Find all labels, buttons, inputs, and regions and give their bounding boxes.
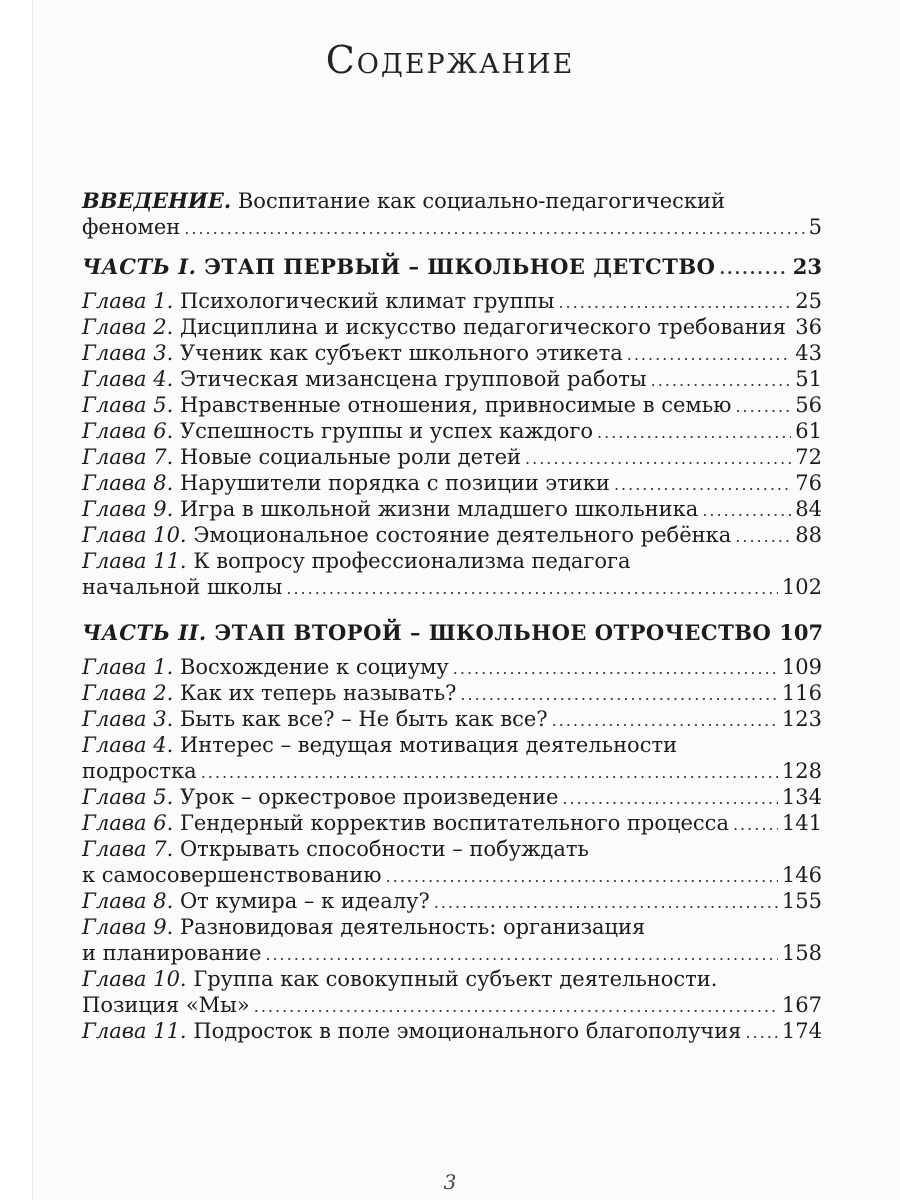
chapter-row (82, 522, 822, 548)
chapter-label: Глава 10. (82, 523, 187, 547)
leader-dots (562, 786, 777, 812)
chapter-label: Глава 4. (82, 367, 174, 391)
chapter-label: Глава 8. (82, 889, 174, 913)
chapter-row (82, 784, 822, 810)
chapter-title: Урок – оркестровое произведение (179, 785, 559, 809)
chapter-page: 51 (795, 367, 822, 391)
part-1-page: 23 (792, 254, 822, 279)
chapter-first-line (82, 836, 822, 862)
toc-chapter-entry (82, 288, 822, 314)
chapter-label: Глава 5. (82, 393, 174, 417)
chapter-row (82, 418, 822, 444)
chapter-text (82, 522, 731, 548)
leader-dots (735, 394, 791, 420)
chapter-row (82, 314, 822, 340)
chapter-title: Игра в школьной жизни младшего школьника (179, 497, 699, 521)
chapter-title: От кумира – к идеалу? (179, 889, 430, 913)
toc-chapter-entry (82, 496, 822, 522)
chapter-first-line (82, 732, 822, 758)
toc-chapter-entry (82, 522, 822, 548)
toc-chapter-entry (82, 914, 822, 966)
chapter-text (82, 288, 554, 314)
leader-dots (460, 682, 778, 708)
chapter-title-continued: подростка (82, 759, 197, 783)
chapter-title: Психологический климат группы (179, 289, 555, 313)
chapter-text (82, 496, 698, 522)
toc-chapter-entry (82, 548, 822, 600)
intro-title-line1: Воспитание как социально-педагогический (237, 189, 726, 213)
chapter-row (82, 706, 822, 732)
chapter-title: Ученик как субъект школьного этикета (179, 341, 623, 365)
part-2-label: ЧАСТЬ II. (82, 620, 207, 645)
toc-chapter-entry (82, 444, 822, 470)
leader-dots (651, 368, 792, 394)
chapter-label: Глава 7. (82, 837, 174, 861)
chapter-row (82, 340, 822, 366)
chapter-row (82, 680, 822, 706)
leader-dots (702, 498, 791, 524)
leader-dots (597, 420, 791, 446)
chapter-page: 146 (781, 863, 822, 887)
leader-dots (790, 316, 791, 342)
part-1-title: ЭТАП ПЕРВЫЙ – ШКОЛЬНОЕ ДЕТСТВО (204, 254, 716, 279)
chapter-row (82, 392, 822, 418)
toc-chapter-entry (82, 836, 822, 888)
leader-dots (627, 342, 792, 368)
chapter-row (82, 654, 822, 680)
chapter-text (82, 444, 521, 470)
chapter-text (82, 392, 731, 418)
table-of-contents (82, 188, 822, 1044)
chapter-label: Глава 10. (82, 967, 187, 991)
chapter-label: Глава 2. (82, 681, 174, 705)
toc-chapter-entry (82, 810, 822, 836)
toc-chapter-entry (82, 706, 822, 732)
chapter-text (82, 784, 558, 810)
chapter-first-line (82, 966, 822, 992)
chapter-page: 174 (781, 1019, 822, 1043)
leader-dots (525, 446, 791, 472)
chapter-page: 72 (795, 445, 822, 469)
page-title: Содержание (325, 38, 575, 82)
chapter-label: Глава 2. (82, 315, 174, 339)
leader-dots (201, 760, 778, 786)
chapter-label: Глава 9. (82, 915, 174, 939)
chapter-title: Гендерный корректив воспитательного процесса (179, 811, 729, 835)
chapter-text (82, 366, 647, 392)
chapter-label: Глава 9. (82, 497, 174, 521)
chapter-label: Глава 4. (82, 733, 174, 757)
chapter-text (82, 340, 623, 366)
chapter-title-continued: начальной школы (82, 575, 283, 599)
toc-chapter-entry (82, 1018, 822, 1044)
chapter-title: Эмоциональное состояние деятельного ребёнка (193, 523, 732, 547)
toc-chapter-entry (82, 966, 822, 1018)
chapter-title: Быть как все? – Не быть как все? (179, 707, 548, 731)
chapter-page: 167 (781, 993, 822, 1017)
chapter-title: Подросток в поле эмоционального благополучия (193, 1019, 742, 1043)
intro-page: 5 (808, 215, 822, 239)
chapter-title: Этическая мизансцена групповой работы (179, 367, 647, 391)
chapter-label: Глава 3. (82, 707, 174, 731)
chapter-title: Нарушители порядка с позиции этики (179, 471, 610, 495)
chapter-first-line (82, 548, 822, 574)
chapter-text (82, 680, 456, 706)
chapter-row (82, 470, 822, 496)
chapter-row (82, 574, 822, 600)
chapter-label: Глава 11. (82, 1019, 187, 1043)
chapter-title-continued: и планирование (82, 941, 262, 965)
toc-chapter-entry (82, 418, 822, 444)
chapter-row (82, 1018, 822, 1044)
chapter-page: 123 (781, 707, 822, 731)
chapter-label: Глава 8. (82, 471, 174, 495)
chapter-label: Глава 11. (82, 549, 187, 573)
chapter-row (82, 444, 822, 470)
leader-dots (286, 576, 778, 602)
chapter-title: Группа как совокупный субъект деятельности. (193, 967, 718, 991)
toc-chapter-entry (82, 392, 822, 418)
toc-part-1 (82, 254, 822, 280)
leader-dots (558, 290, 791, 316)
chapter-page: 128 (781, 759, 822, 783)
chapter-page: 116 (781, 681, 822, 705)
chapter-row (82, 940, 822, 966)
leader-dots (735, 524, 791, 550)
toc-part-2 (82, 620, 822, 646)
part-2-chapter-list (82, 654, 822, 1044)
chapter-page: 134 (781, 785, 822, 809)
leader-dots (386, 864, 778, 890)
chapter-page: 61 (795, 419, 822, 443)
chapter-page: 141 (781, 811, 822, 835)
chapter-label: Глава 6. (82, 811, 174, 835)
leader-dots (265, 942, 778, 968)
chapter-title: Открывать способности – побуждать (179, 837, 589, 861)
chapter-row (82, 862, 822, 888)
chapter-page: 102 (781, 575, 822, 599)
chapter-row (82, 758, 822, 784)
part-2-title: ЭТАП ВТОРОЙ – ШКОЛЬНОЕ ОТРОЧЕСТВО (214, 620, 772, 645)
chapter-page: 84 (795, 497, 822, 521)
chapter-title: Успешность группы и успех каждого (179, 419, 594, 443)
chapter-page: 36 (795, 315, 822, 339)
toc-chapter-entry (82, 366, 822, 392)
leader-dots (614, 472, 791, 498)
leader-dots (453, 656, 778, 682)
chapter-text (82, 1018, 741, 1044)
chapter-row (82, 496, 822, 522)
chapter-title: Интерес – ведущая мотивация деятельности (179, 733, 678, 757)
toc-chapter-entry (82, 888, 822, 914)
toc-chapter-entry (82, 732, 822, 784)
chapter-label: Глава 3. (82, 341, 174, 365)
toc-chapter-entry (82, 680, 822, 706)
chapter-page: 155 (781, 889, 822, 913)
chapter-label: Глава 7. (82, 445, 174, 469)
part-1-chapter-list (82, 288, 822, 600)
chapter-text (82, 888, 430, 914)
leader-dots (745, 1020, 777, 1046)
chapter-text (82, 418, 593, 444)
chapter-label: Глава 5. (82, 785, 174, 809)
chapter-title: К вопросу профессионализма педагога (193, 549, 631, 573)
leader-dots (733, 812, 778, 838)
chapter-row (82, 888, 822, 914)
chapter-page: 76 (795, 471, 822, 495)
chapter-label: Глава 1. (82, 289, 174, 313)
leader-dots (552, 708, 778, 734)
chapter-row (82, 288, 822, 314)
chapter-title-continued: Позиция «Мы» (82, 993, 250, 1017)
leader-dots (184, 216, 804, 242)
chapter-row (82, 992, 822, 1018)
chapter-label: Глава 6. (82, 419, 174, 443)
leader-dots (254, 994, 778, 1020)
chapter-page: 43 (795, 341, 822, 365)
leader-dots (434, 890, 778, 916)
chapter-title: Восхождение к социуму (179, 655, 449, 679)
chapter-text (82, 470, 610, 496)
chapter-title: Нравственные отношения, привносимые в семью (179, 393, 732, 417)
part-1-label: ЧАСТЬ I. (82, 254, 197, 279)
chapter-page: 56 (795, 393, 822, 417)
toc-chapter-entry (82, 470, 822, 496)
chapter-page: 88 (795, 523, 822, 547)
chapter-row (82, 810, 822, 836)
chapter-title-continued: к самосовершенствованию (82, 863, 382, 887)
toc-chapter-entry (82, 784, 822, 810)
leader-dots (719, 256, 788, 282)
chapter-page: 158 (781, 941, 822, 965)
chapter-title: Дисциплина и искусство педагогического требования (179, 315, 787, 339)
toc-chapter-entry (82, 654, 822, 680)
chapter-text (82, 314, 786, 340)
chapter-text (82, 654, 449, 680)
intro-label: ВВЕДЕНИЕ. (82, 188, 232, 213)
chapter-title: Разновидовая деятельность: организация (179, 915, 646, 939)
chapter-text (82, 706, 548, 732)
chapter-title: Новые социальные роли детей (179, 445, 522, 469)
toc-chapter-entry (82, 314, 822, 340)
toc-intro (82, 188, 822, 240)
part-2-page: 107 (779, 620, 824, 645)
chapter-page: 25 (795, 289, 822, 313)
chapter-text (82, 810, 729, 836)
chapter-row (82, 366, 822, 392)
chapter-label: Глава 1. (82, 655, 174, 679)
page-number-footer: 3 (443, 1170, 457, 1194)
chapter-page: 109 (781, 655, 822, 679)
chapter-first-line (82, 914, 822, 940)
intro-title-line2: феномен (82, 215, 181, 239)
chapter-title: Как их теперь называть? (179, 681, 457, 705)
toc-chapter-entry (82, 340, 822, 366)
